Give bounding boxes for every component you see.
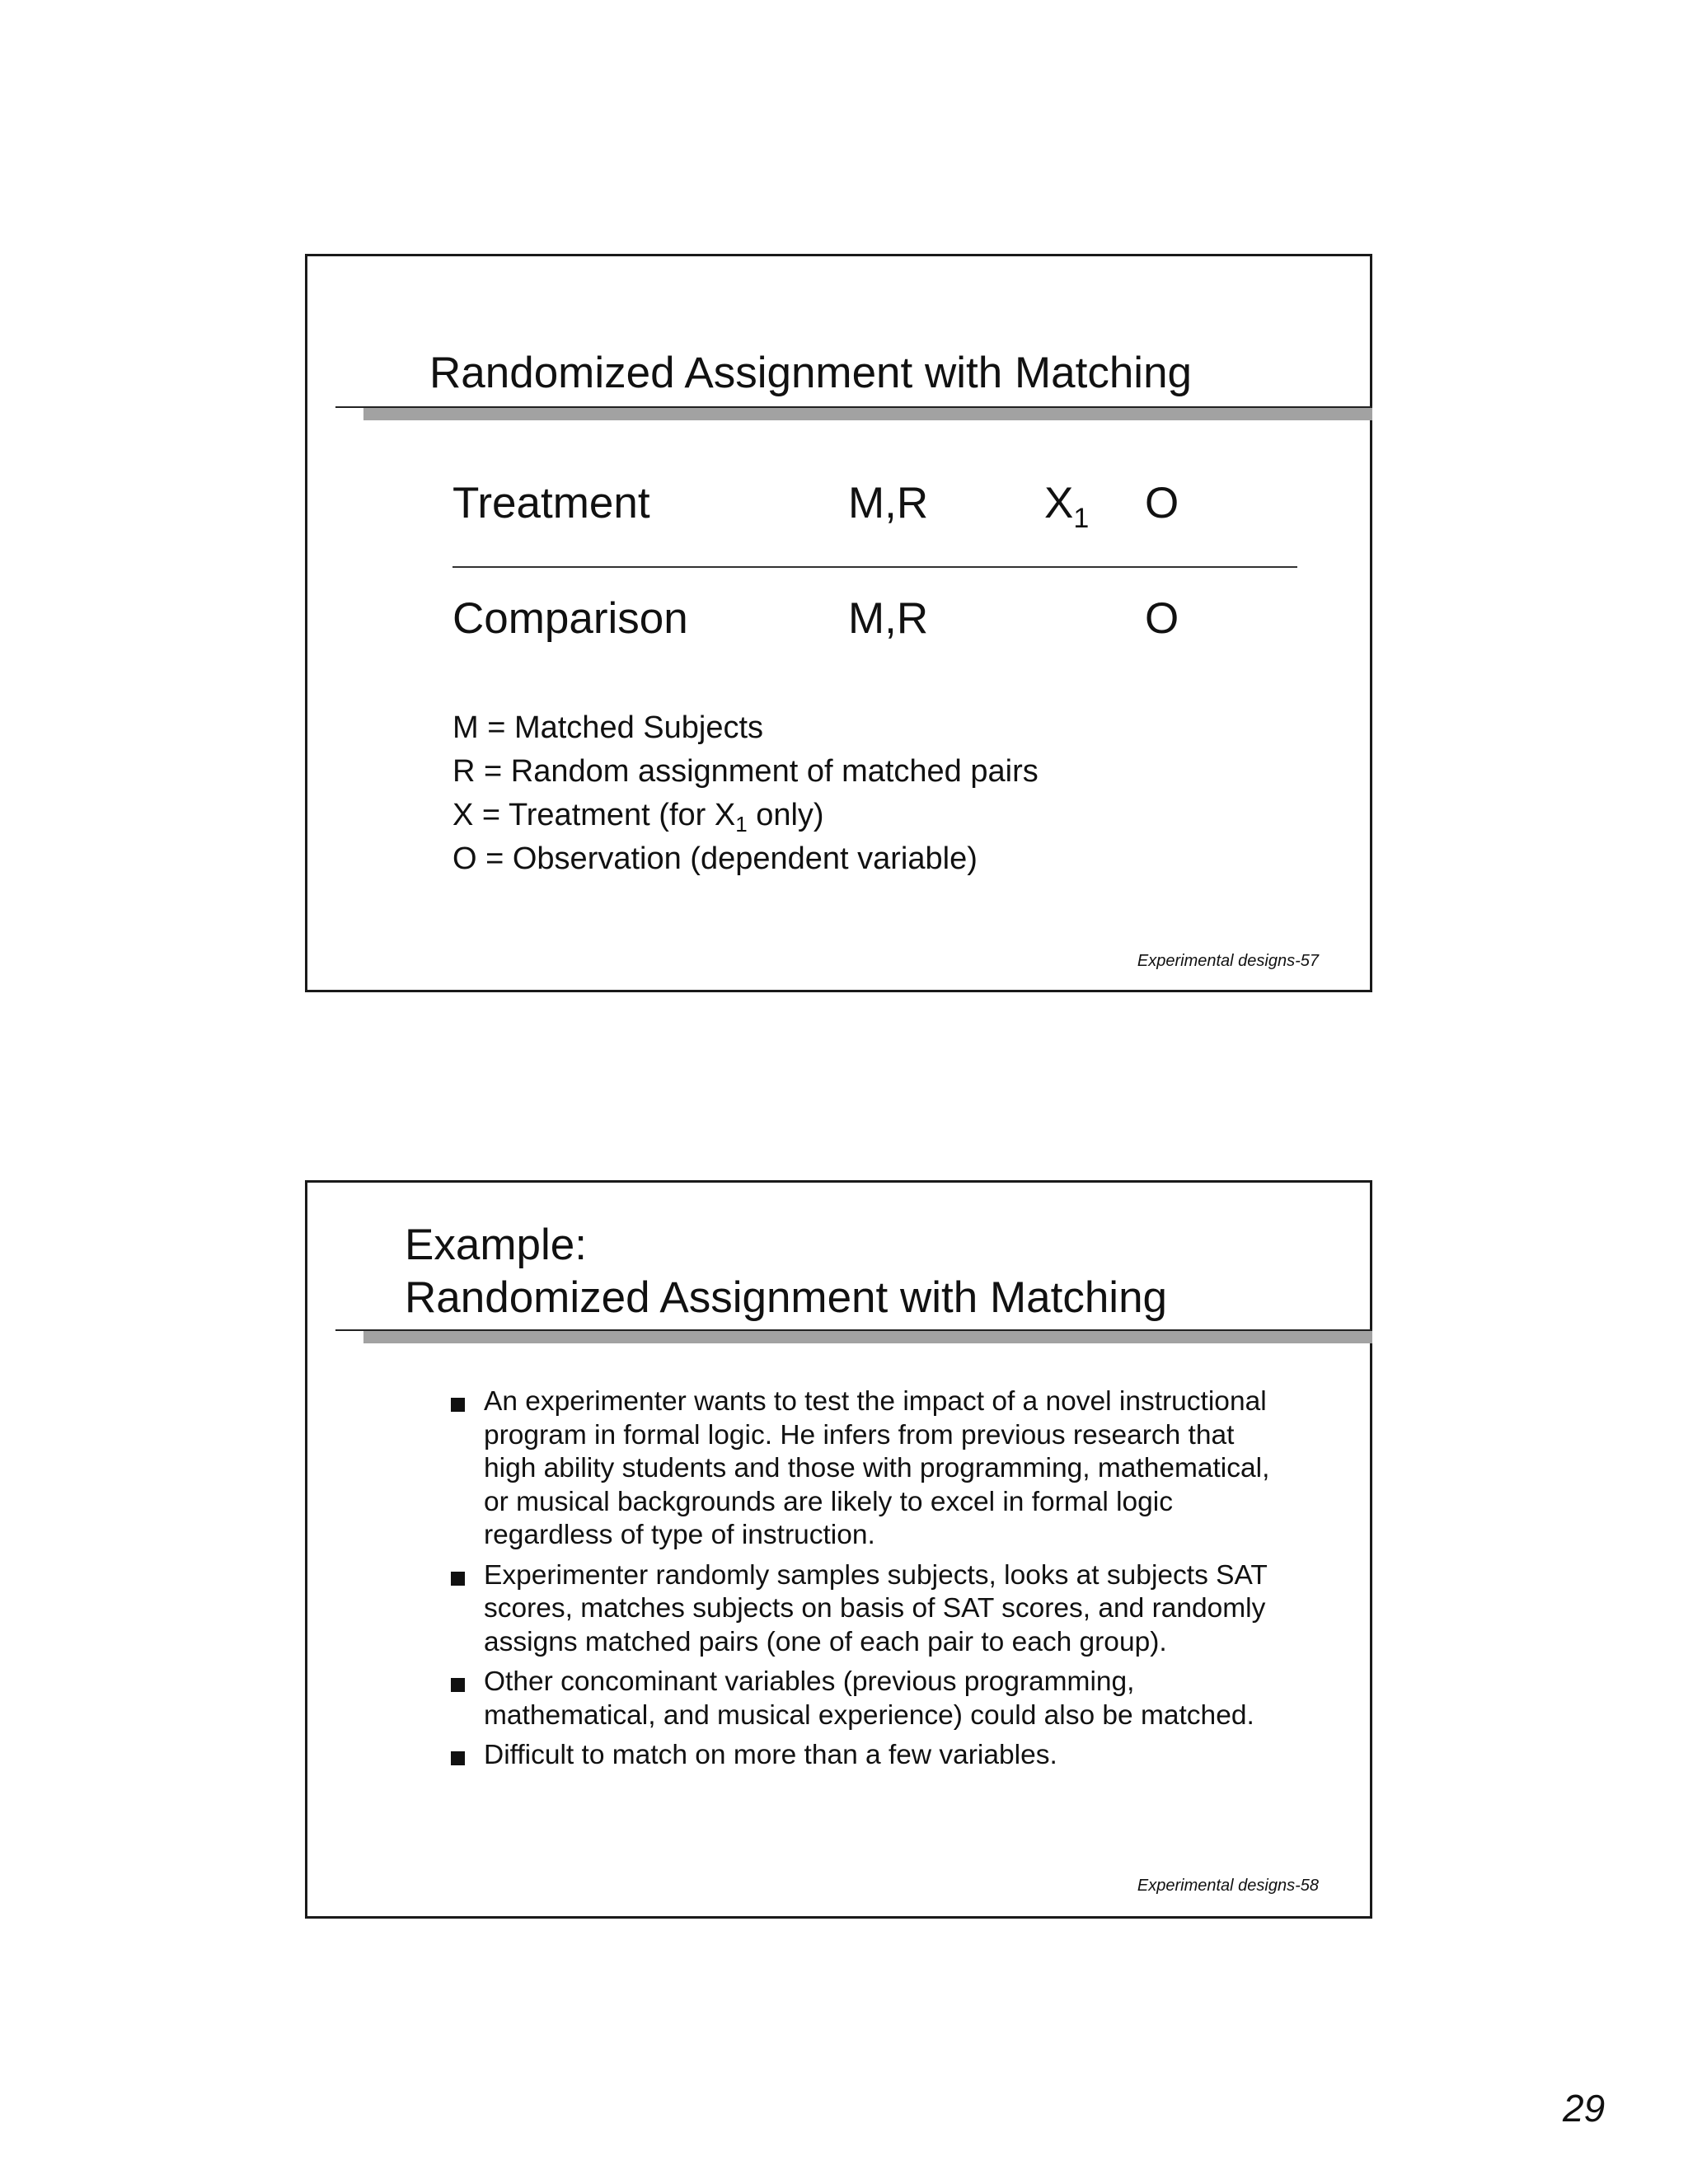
legend-x	[452, 794, 1039, 837]
comparison-o: O	[1145, 594, 1179, 643]
comparison-label: Comparison	[452, 594, 688, 643]
treatment-label: Treatment	[452, 479, 650, 527]
page-number: 29	[1563, 2087, 1606, 2130]
comparison-mr: M,R	[848, 594, 929, 643]
square-bullet-icon	[451, 1678, 465, 1692]
legend-o: O = Observation (dependent variable)	[452, 841, 978, 876]
bullet-list	[448, 1385, 1280, 1779]
treatment-mr: M,R	[848, 479, 929, 527]
treatment-x-symbol: X	[1044, 479, 1074, 527]
bullet-text: Other concominant variables (previous programming, mathematical, and musical experience) could also be matched.	[484, 1666, 1254, 1731]
bullet-text: Difficult to match on more than a few variables.	[484, 1740, 1057, 1770]
bullet-text: Experimenter randomly samples subjects, looks at subjects SAT scores, matches subjects on basis of SAT scores, and randomly assigns matched pairs (one of each pair to each group).	[484, 1559, 1268, 1657]
legend-x-pre: X = Treatment (for X	[452, 798, 736, 832]
bullet-text: An experimenter wants to test the impact of a novel instructional program in formal logic. He infers from previous research that high ability students and those with programming, mathematical, or musical backgrounds are likely to excel in formal logic regardless of type of instruction.	[484, 1386, 1270, 1550]
list-item	[448, 1559, 1280, 1660]
treatment-x	[1044, 477, 1090, 534]
square-bullet-icon	[451, 1398, 465, 1412]
title-rule-thick	[363, 1331, 1372, 1343]
slide-58	[305, 1180, 1372, 1919]
legend-x-post: only)	[747, 798, 824, 832]
title-rule-thick	[363, 408, 1372, 420]
group-separator	[452, 566, 1297, 568]
slide-title	[405, 1219, 1167, 1324]
slide-57	[305, 254, 1372, 992]
list-item	[448, 1666, 1280, 1732]
list-item	[448, 1739, 1280, 1773]
list-item	[448, 1385, 1280, 1553]
legend-m: M = Matched Subjects	[452, 710, 764, 745]
square-bullet-icon	[451, 1751, 465, 1765]
treatment-x-subscript: 1	[1073, 503, 1090, 534]
notation-legend	[452, 706, 1039, 881]
legend-x-subscript: 1	[735, 812, 748, 837]
slide-footer: Experimental designs-58	[1137, 1877, 1319, 1895]
slide-title-line1: Example:	[405, 1221, 587, 1269]
square-bullet-icon	[451, 1572, 465, 1586]
slide-footer: Experimental designs-57	[1137, 952, 1319, 970]
legend-r: R = Random assignment of matched pairs	[452, 754, 1039, 789]
treatment-o: O	[1145, 479, 1179, 527]
slide-title: Randomized Assignment with Matching	[429, 349, 1193, 397]
slide-title-line2: Randomized Assignment with Matching	[405, 1273, 1168, 1322]
